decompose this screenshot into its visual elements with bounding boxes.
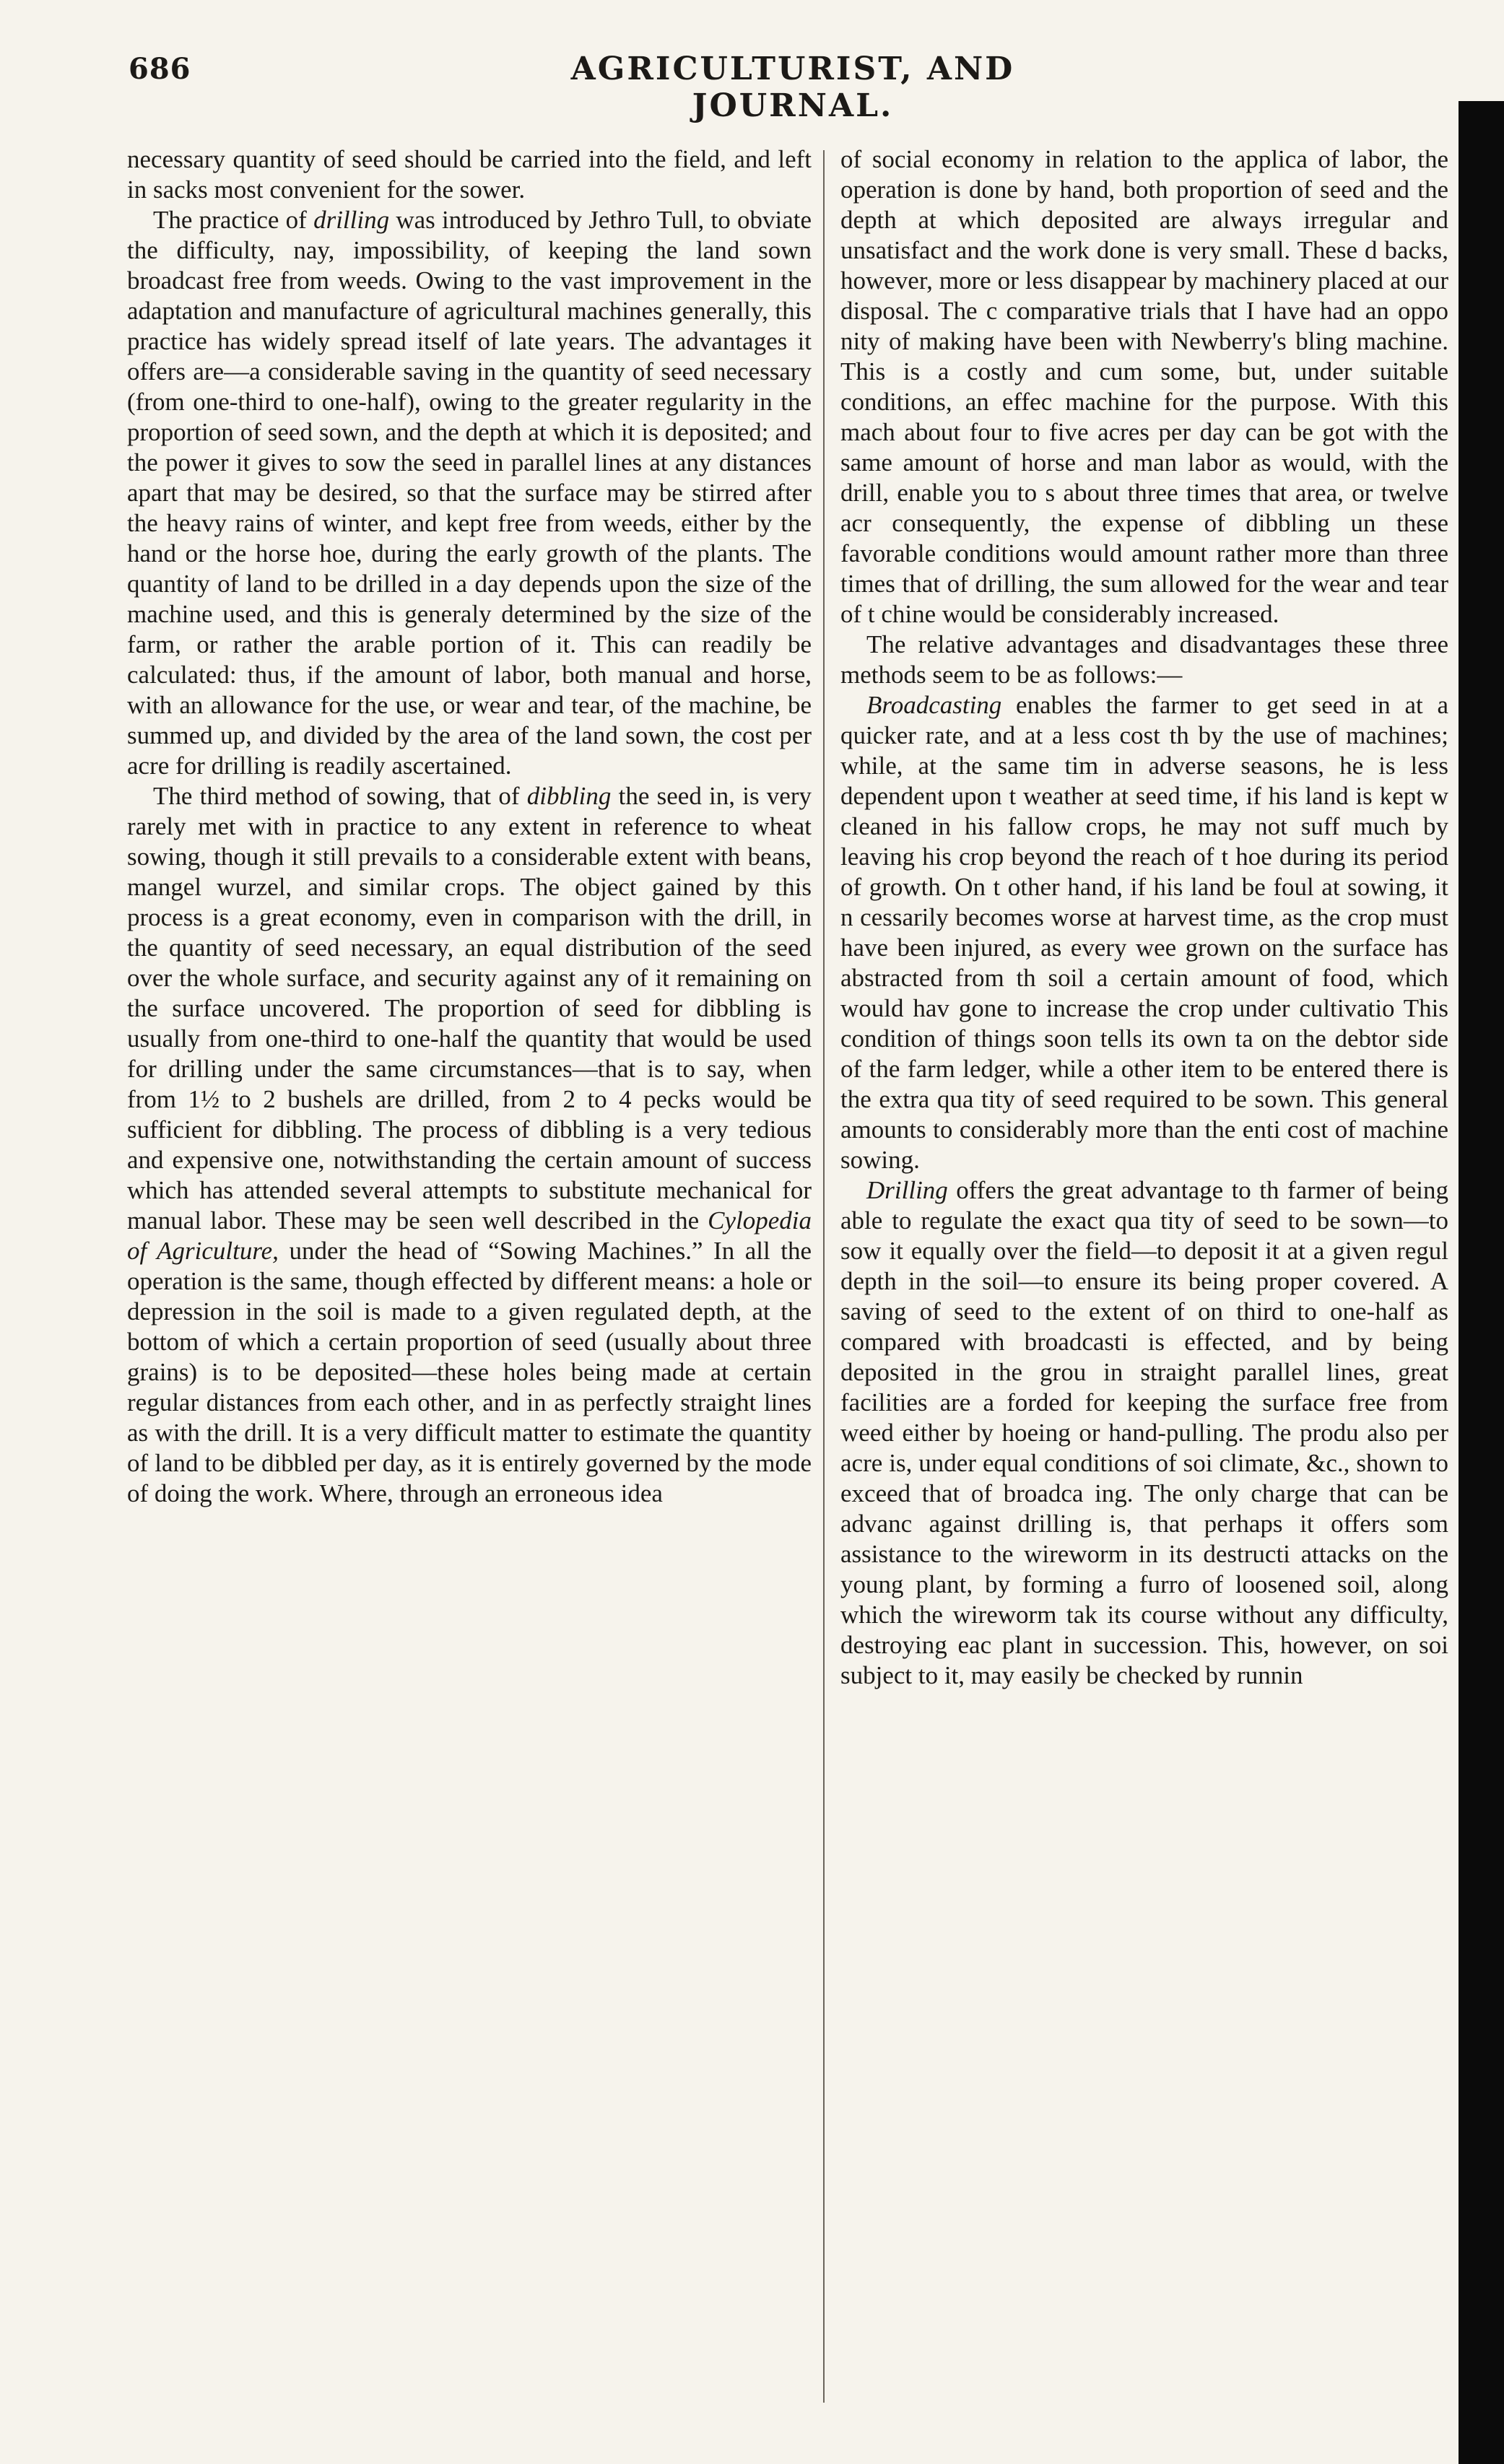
left-paragraph-1: necessary quantity of seed should be carried into the field, and left in sacks most convenient for the sower. [127,145,812,204]
right-paragraph-advantages: The relative advantages and disadvantages these three methods seem to be as follows:— [840,630,1448,689]
broadcasting-emphasis: Broadcasting [866,691,1002,719]
cyclopedia-title: Cylopedia of Agriculture, [127,1206,812,1265]
right-paragraph-broadcasting [840,690,1448,1175]
left-paragraph-dibbling [127,781,812,1509]
drilling-advantages-body: offers the great advantage to th farmer of being able to regulate the exact qua tity of seed to be sown—to sow it equally over the field—to deposit it at a given regul depth in the soil—to ensure its being proper covered. A saving of seed to the extent of on third to one-half as compared with broadcasti is effected, and by being deposited in the grou in straight parallel lines, great facilities are a forded for keeping the surface free from weed either by hoeing or hand-pulling. The produ also per acre is, under equal conditions of soi climate, &c., shown to exceed that of broadca ing. The only charge that can be advanc against drilling is, that perhaps it offers som assistance to the wireworm in its destructi attacks on the young plant, by forming a furro of loosened soil, along which the wireworm tak its course without any difficulty, destroying eac plant in succession. This, however, on soi subject to it, may easily be checked by runnin [840,1176,1448,1689]
page-number: 686 [129,52,191,86]
right-paragraph-1: of social economy in relation to the applica of labor, the operation is done by hand, both proportion of seed and the depth at which deposited are always irregular and unsatisfact and the work done is very small. These d backs, however, more or less disappear by machinery placed at our disposal. The c comparative trials that I have had an oppo nity of making have been with Newberry's bling machine. This is a costly and cum some, but, under suitable conditions, an effec machine for the purpose. With this mach about four to five acres per day can be got with the same amount of horse and man labor as would, with the drill, enable you to s about three times that area, or twelve acr consequently, the expense of dibbling un these favorable conditions would amount rather more than three times that of drilling, the sum allowed for the wear and tear of t chine would be considerably increased. [840,145,1448,628]
drilling-heading-emphasis: Drilling [866,1176,948,1204]
drilling-emphasis: drilling [313,206,390,234]
left-column [127,144,812,2411]
dibbling-body: the seed in, is very rarely met with in practice to any extent in reference to wheat sowing, though it still prevails to a considerable extent with beans, mangel wurzel, and similar crops. The object gained by this process is a great economy, even in comparison with the drill, in the quantity of seed necessary, an equal distribution of the seed over the whole surface, and security against any of it remaining on the surface uncovered. The proportion of seed for dibbling is usually from one-third to one-half the quantity that would be used for drilling under the same circumstances—that is to say, when from 1½ to 2 bushels are drilled, from 2 to 4 pecks would be sufficient for dibbling. The process of dibbling is a very tedious and expensive one, notwithstanding the certain amount of success which has attended several attempts to substitute mechanical for manual labor. These may be seen well described in the [127,782,812,1235]
right-paragraph-drilling [840,1175,1448,1691]
broadcasting-body: enables the farmer to get seed in at a quicker rate, and at a less cost th by the use of machines; while, at the same tim in adverse seasons, he is less dependent upon t weather at seed time, if his land is kept w cleaned in his fallow crops, he may not suff much by leaving his crop beyond the reach of t hoe during its period of growth. On t other hand, if his land be foul at sowing, it n cessarily becomes worse at harvest time, as the crop must have been injured, as every wee grown on the surface has abstracted from th soil a certain amount of food, which would hav gone to increase the crop under cultivatio This condition of things soon tells its own ta on the debtor side of the farm ledger, while a other item to be entered there is the extra qua tity of seed required to be sown. This general amounts to considerably more than the enti cost of machine sowing. [840,691,1448,1174]
dibbling-tail: under the head of “Sowing Machines.” In all the operation is the same, though effected by different means: a hole or depression in the soil is made to a given regulated depth, at the bottom of which a certain proportion of seed (usually about three grains) is to be deposited—these holes being made at certain regular distances from each other, and in as perfectly straight lines as with the drill. It is a very difficult matter to estimate the quantity of land to be dibbled per day, as it is entirely governed by the mode of doing the work. Where, through an erroneous idea [127,1237,812,1507]
running-head [129,38,1457,124]
left-paragraph-drilling [127,205,812,781]
right-column [840,144,1448,2411]
dibbling-emphasis: dibbling [526,782,612,810]
drilling-lead: The practice of [153,206,314,234]
scan-edge-shadow [1459,101,1504,2464]
dibbling-lead: The third method of sowing, that of [153,782,527,810]
drilling-body: was introduced by Jethro Tull, to obviate the difficulty, nay, impossibility, of keeping the land sown broadcast free from weeds. Owing to the vast improvement in the adaptation and manufacture of agricultural machines generally, this practice has widely spread itself of late years. The advantages it offers are—a considerable saving in the quantity of seed necessary (from one-third to one-half), owing to the greater regularity in the proportion of seed sown, and the depth at which it is deposited; and the power it gives to sow the seed in parallel lines at any distances apart that may be desired, so that the surface may be stirred after the heavy rains of winter, and kept free from weeds, either by the hand or the horse hoe, during the early growth of the plants. The quantity of land to be drilled in a day depends upon the size of the machine used, and this is generaly determined by the size of the farm, or rather the arable portion of it. This can readily be calculated: thus, if the amount of labor, both manual and horse, with an allowance for the use, or wear and tear, of the machine, be summed up, and divided by the area of the land sown, the cost per acre for drilling is readily ascertained. [127,206,812,780]
column-divider [823,150,825,2403]
journal-title: AGRICULTURIST, AND JOURNAL. [570,51,1015,124]
